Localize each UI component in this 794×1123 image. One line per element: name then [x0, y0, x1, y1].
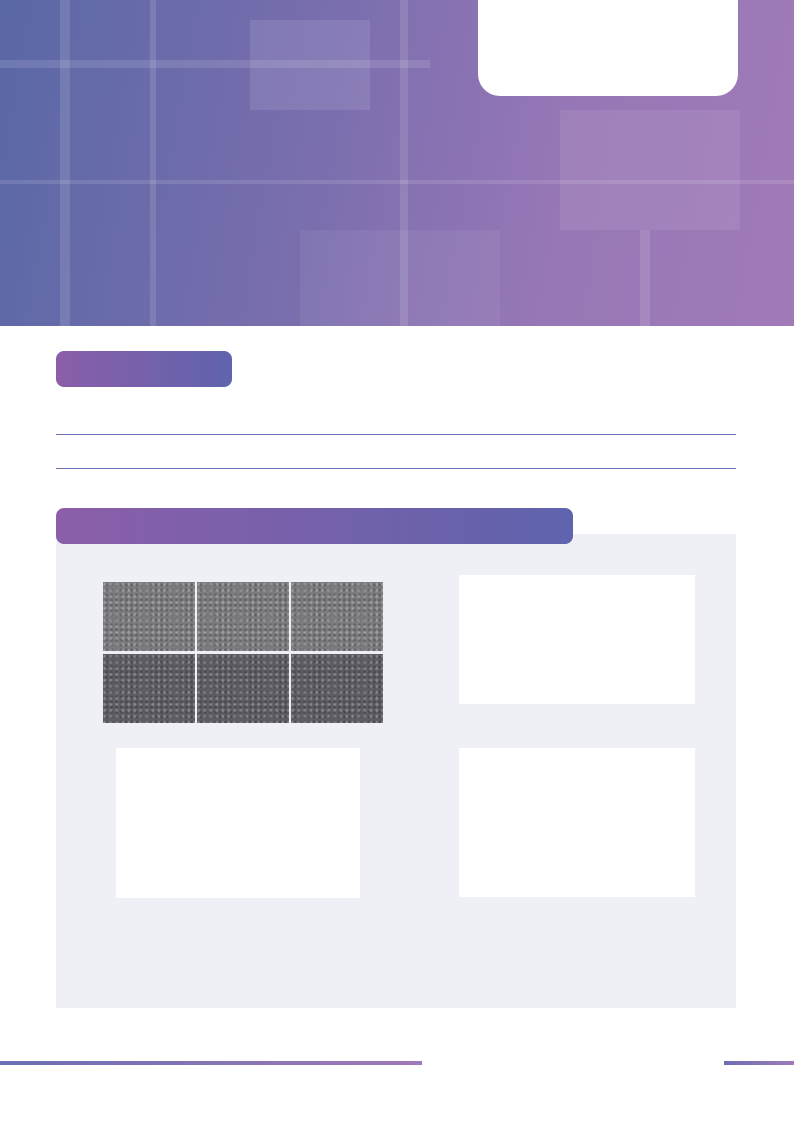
chart-card-expansion [459, 748, 695, 897]
table-row [56, 434, 736, 468]
column-header [408, 400, 558, 434]
micrograph-image [103, 582, 195, 651]
column-header [288, 400, 408, 434]
table-cell [56, 434, 148, 468]
table-cell [288, 434, 408, 468]
table-cell [408, 434, 558, 468]
footer-divider-right [724, 1061, 794, 1065]
column-header [558, 400, 648, 434]
micrograph-image [197, 654, 289, 723]
column-header [148, 400, 288, 434]
micrograph-image [291, 582, 383, 651]
chart-card-rfu [116, 748, 360, 898]
table-cell [148, 434, 288, 468]
chart-card-diameter [459, 575, 695, 704]
table-cell [558, 434, 648, 468]
column-header [56, 400, 148, 434]
micrograph-image [197, 582, 289, 651]
product-info-table [56, 400, 736, 469]
section-tag-product-information [56, 351, 232, 387]
micrograph-image [103, 654, 195, 723]
micrograph-image [291, 654, 383, 723]
column-header [648, 400, 736, 434]
rfu-line-chart [116, 748, 360, 898]
expansion-bar-chart [459, 748, 695, 897]
diameter-bar-chart [459, 575, 695, 704]
footer-divider-left [0, 1061, 422, 1065]
logo-container [478, 0, 738, 96]
table-cell [648, 434, 736, 468]
section-tag-bioactivity [56, 508, 573, 544]
table-header-row [56, 400, 736, 434]
